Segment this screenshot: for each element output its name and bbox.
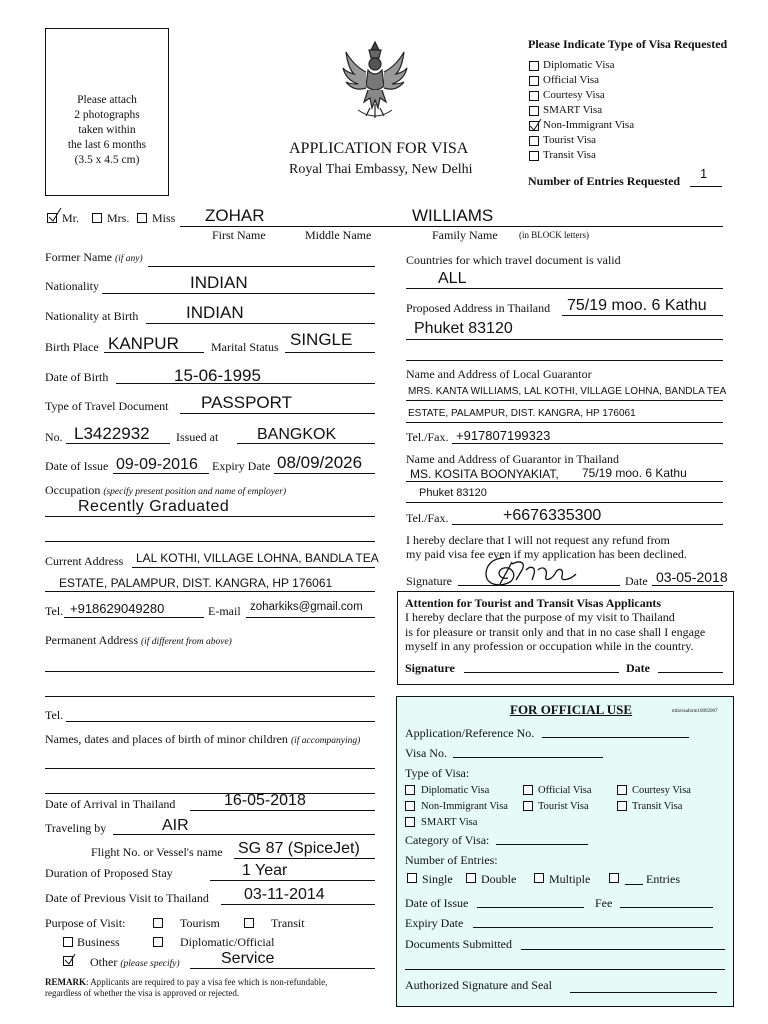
- occupation-label: Occupation (specify present position and name of employer): [45, 483, 287, 497]
- occupation-line-1: [45, 516, 375, 517]
- prev-visit-label: Date of Previous Visit to Thailand: [45, 891, 209, 905]
- official-transit-label: Transit Visa: [632, 801, 683, 812]
- marital-status-value[interactable]: SINGLE: [290, 330, 353, 349]
- purpose-tourism-checkbox[interactable]: [153, 918, 163, 928]
- address-thai-line-2: [406, 339, 723, 340]
- duration-label: Duration of Proposed Stay: [45, 866, 173, 880]
- middle-name-label: Middle Name: [305, 228, 372, 242]
- title-miss-checkbox[interactable]: [137, 213, 147, 223]
- official-docs-line-2[interactable]: [405, 969, 725, 970]
- entries-requested-line: [690, 186, 722, 187]
- title-mr-label: Mr.: [62, 211, 80, 225]
- birth-place-line: [104, 352, 204, 353]
- family-name-value[interactable]: WILLIAMS: [412, 206, 494, 225]
- official-smart-checkbox[interactable]: [405, 817, 415, 827]
- official-expiry-label: Expiry Date: [405, 916, 464, 930]
- official-auth-label: Authorized Signature and Seal: [405, 978, 552, 992]
- purpose-business-checkbox[interactable]: [63, 937, 73, 947]
- attention-heading: Attention for Tourist and Transit Visas Applicants: [405, 596, 662, 610]
- countries-value[interactable]: ALL: [438, 270, 467, 287]
- attention-box: [397, 591, 734, 685]
- doc-no-value[interactable]: L3422932: [74, 424, 150, 443]
- local-guarantor-line-2: [406, 422, 723, 423]
- issued-at-label: Issued at: [176, 430, 219, 444]
- issued-at-value[interactable]: BANGKOK: [257, 426, 337, 443]
- visa-no-label: Visa No.: [405, 746, 447, 760]
- official-double-label: Double: [481, 872, 517, 886]
- name-line: [180, 226, 723, 227]
- entries-requested-value[interactable]: 1: [700, 166, 708, 181]
- tel-value[interactable]: +918629049280: [70, 601, 165, 616]
- visa-type-label: SMART Visa: [543, 104, 603, 116]
- doc-type-value[interactable]: PASSPORT: [201, 393, 293, 412]
- local-guarantor-value-1[interactable]: MRS. KANTA WILLIAMS, LAL KOTHI, VILLAGE LOHNA, BANDLA TEA: [408, 386, 727, 397]
- address-thai-line-1: [562, 315, 723, 316]
- purpose-label: Purpose of Visit:: [45, 916, 126, 930]
- visa-type-label: Official Visa: [543, 74, 600, 86]
- nationality-line: [102, 293, 375, 294]
- remark-text: REMARK: Applicants are required to pay a visa fee which is non-refundable, regardless of whether the visa is approved or rejected.: [45, 977, 328, 998]
- doc-type-line: [180, 413, 375, 414]
- expiry-date-line: [274, 473, 375, 474]
- issue-date-line: [113, 473, 209, 474]
- visa-type-label: Transit Visa: [543, 149, 596, 161]
- former-name-label: Former Name (if any): [45, 250, 143, 264]
- email-value[interactable]: zoharkiks@gmail.com: [250, 601, 363, 613]
- block-letters-note: (in BLOCK letters): [519, 230, 589, 240]
- address-thai-value-1[interactable]: 75/19 moo. 6 Kathu: [567, 297, 707, 314]
- attention-signature-label: Signature: [405, 661, 455, 675]
- local-tel-label: Tel./Fax.: [406, 430, 449, 444]
- visa-type-checkbox[interactable]: [529, 76, 539, 86]
- official-tourist-label: Tourist Visa: [538, 801, 589, 812]
- purpose-other-value[interactable]: Service: [221, 950, 275, 967]
- doc-no-label: No.: [45, 430, 63, 444]
- official-double-checkbox[interactable]: [466, 873, 476, 883]
- thai-guarantor-label: Name and Address of Guarantor in Thailand: [406, 452, 620, 466]
- check-mark-icon: [529, 118, 543, 132]
- birth-place-value[interactable]: KANPUR: [108, 334, 179, 353]
- doc-type-label: Type of Travel Document: [45, 399, 169, 413]
- countries-label: Countries for which travel document is valid: [406, 253, 621, 267]
- official-official-label: Official Visa: [538, 785, 592, 796]
- first-name-label: First Name: [212, 228, 266, 242]
- attention-date-line[interactable]: [658, 672, 723, 673]
- official-form-code: mfavisaform10092007: [672, 709, 718, 714]
- former-name-line[interactable]: [148, 266, 375, 267]
- family-name-label: Family Name: [432, 228, 498, 242]
- official-nonimmigrant-label: Non-Immigrant Visa: [421, 801, 508, 812]
- expiry-date-label: Expiry Date: [212, 459, 271, 473]
- official-fee-line[interactable]: [620, 907, 713, 908]
- marital-status-line: [285, 352, 375, 353]
- official-custom-entries-line[interactable]: [625, 884, 643, 885]
- official-auth-line[interactable]: [570, 992, 717, 993]
- purpose-other-line: [190, 968, 375, 969]
- first-name-value[interactable]: ZOHAR: [205, 206, 265, 225]
- thai-guarantor-line-1: [406, 481, 723, 482]
- official-tourist-checkbox[interactable]: [523, 801, 533, 811]
- visa-type-label: Tourist Visa: [543, 134, 597, 146]
- photo-box[interactable]: [45, 28, 169, 196]
- photo-instructions: Please attach 2 photographs taken within the last 6 months (3.5 x 4.5 cm): [67, 94, 147, 166]
- sign-date-value[interactable]: 03-05-2018: [656, 569, 728, 585]
- email-label: E-mail: [208, 604, 241, 618]
- children-line-1[interactable]: [45, 768, 375, 769]
- traveling-line: [113, 834, 375, 835]
- sign-date-line: [652, 585, 723, 586]
- official-issue-label: Date of Issue: [405, 896, 469, 910]
- garuda-emblem-icon: [340, 38, 410, 120]
- thai-tel-label: Tel./Fax.: [406, 511, 449, 525]
- visa-type-checkbox[interactable]: [529, 136, 539, 146]
- thai-guarantor-line-2: [406, 502, 723, 503]
- purpose-diplomatic-label: Diplomatic/Official: [180, 935, 275, 949]
- official-nonimmigrant-checkbox[interactable]: [405, 801, 415, 811]
- official-entries-label: Number of Entries:: [405, 853, 498, 867]
- purpose-other-checkbox[interactable]: [63, 954, 77, 968]
- official-diplomatic-label: Diplomatic Visa: [421, 785, 490, 796]
- marital-status-label: Marital Status: [211, 340, 279, 354]
- official-docs-label: Documents Submitted: [405, 937, 512, 951]
- nationality-value[interactable]: INDIAN: [190, 273, 248, 292]
- duration-line: [210, 880, 375, 881]
- refund-declaration: I hereby declare that I will not request any refund from my paid visa fee even if my application has been declined.: [406, 533, 687, 561]
- signature-label: Signature: [406, 574, 452, 588]
- official-entries-suffix: Entries: [646, 872, 680, 886]
- thai-tel-line: [452, 524, 723, 525]
- official-courtesy-label: Courtesy Visa: [632, 785, 691, 796]
- permanent-address-line-1[interactable]: [45, 671, 375, 672]
- attention-signature-line[interactable]: [464, 672, 619, 673]
- official-heading: FOR OFFICIAL USE: [510, 702, 633, 717]
- ref-no-label: Application/Reference No.: [405, 726, 535, 740]
- occupation-value[interactable]: Recently Graduated: [78, 498, 230, 515]
- dob-line: [116, 383, 375, 384]
- occupation-line-2: [45, 541, 375, 542]
- visa-type-label: Diplomatic Visa: [543, 59, 615, 71]
- entries-requested-label: Number of Entries Requested: [528, 174, 681, 188]
- attention-date-label: Date: [626, 661, 650, 675]
- official-type-label: Type of Visa:: [405, 766, 470, 780]
- official-smart-label: SMART Visa: [421, 817, 478, 828]
- expiry-date-value[interactable]: 08/09/2026: [277, 453, 363, 472]
- title-mrs-checkbox[interactable]: [92, 213, 102, 223]
- permanent-address-label: Permanent Address (if different from above): [45, 633, 232, 647]
- visa-type-label: Courtesy Visa: [543, 89, 605, 101]
- address-thai-label: Proposed Address in Thailand: [406, 301, 551, 315]
- thai-guarantor-name[interactable]: MS. KOSITA BOONYAKIAT,: [410, 467, 559, 481]
- duration-value[interactable]: 1 Year: [242, 862, 288, 879]
- embassy-subtitle: Royal Thai Embassy, New Delhi: [289, 162, 473, 177]
- thai-guarantor-value-2[interactable]: Phuket 83120: [419, 487, 487, 499]
- form-title: APPLICATION FOR VISA: [289, 140, 469, 157]
- official-diplomatic-checkbox[interactable]: [405, 785, 415, 795]
- issue-date-label: Date of Issue: [45, 459, 109, 473]
- official-official-checkbox[interactable]: [523, 785, 533, 795]
- flight-line: [234, 858, 375, 859]
- issue-date-value[interactable]: 09-09-2016: [116, 456, 198, 473]
- tel-line: [64, 617, 204, 618]
- nationality-birth-line: [146, 323, 375, 324]
- prev-visit-line: [221, 904, 375, 905]
- official-fee-label: Fee: [595, 896, 613, 910]
- purpose-diplomatic-checkbox[interactable]: [153, 937, 163, 947]
- visa-type-label: Non-Immigrant Visa: [543, 119, 635, 131]
- handwritten-signature[interactable]: [482, 552, 580, 592]
- dob-value[interactable]: 15-06-1995: [174, 366, 261, 385]
- check-mark-icon: [47, 207, 63, 223]
- nationality-label: Nationality: [45, 279, 99, 293]
- current-address-line-1: [132, 567, 375, 568]
- tel2-line[interactable]: [66, 721, 375, 722]
- tel2-label: Tel.: [45, 708, 64, 722]
- official-category-label: Category of Visa:: [405, 833, 490, 847]
- visa-type-heading: Please Indicate Type of Visa Requested: [528, 37, 728, 51]
- address-thai-line-3[interactable]: [406, 360, 723, 361]
- current-address-line-2: [45, 591, 375, 592]
- arrival-value[interactable]: 16-05-2018: [224, 792, 306, 809]
- purpose-other-label: Other (please specify): [90, 955, 180, 969]
- prev-visit-value[interactable]: 03-11-2014: [244, 886, 325, 903]
- children-label: Names, dates and places of birth of minor children (if accompanying): [45, 732, 361, 746]
- email-line: [246, 617, 375, 618]
- flight-label: Flight No. or Vessel's name: [91, 845, 223, 859]
- attention-text: I hereby declare that the purpose of my visit to Thailand is for pleasure or transit only and that in no case shall I engage myself in any profession or occupation while in the country.: [405, 610, 706, 653]
- official-courtesy-checkbox[interactable]: [617, 785, 627, 795]
- current-address-line2[interactable]: ESTATE, PALAMPUR, DIST. KANGRA, HP 176061: [59, 576, 333, 590]
- local-guarantor-line-1: [406, 400, 723, 401]
- visa-type-checkbox[interactable]: [529, 61, 539, 71]
- official-transit-checkbox[interactable]: [617, 801, 627, 811]
- tel-label: Tel.: [45, 604, 64, 618]
- traveling-value[interactable]: AIR: [162, 817, 189, 834]
- purpose-transit-checkbox[interactable]: [244, 918, 254, 928]
- flight-value[interactable]: SG 87 (SpiceJet): [238, 840, 360, 857]
- official-single-label: Single: [422, 872, 453, 886]
- traveling-label: Traveling by: [45, 821, 107, 835]
- dob-label: Date of Birth: [45, 370, 109, 384]
- countries-line: [406, 288, 723, 289]
- local-guarantor-label: Name and Address of Local Guarantor: [406, 367, 592, 381]
- local-tel-line: [452, 443, 723, 444]
- current-address-line1[interactable]: LAL KOTHI, VILLAGE LOHNA, BANDLA TEA: [136, 551, 379, 565]
- sign-date-label: Date: [625, 574, 648, 588]
- visa-type-checkbox[interactable]: [529, 91, 539, 101]
- thai-guarantor-addr[interactable]: 75/19 moo. 6 Kathu: [582, 466, 687, 480]
- official-custom-entries-checkbox[interactable]: [609, 873, 619, 883]
- visa-no-line[interactable]: [453, 757, 603, 758]
- nationality-birth-value[interactable]: INDIAN: [186, 303, 244, 322]
- doc-no-line: [66, 443, 170, 444]
- issued-at-line: [237, 443, 375, 444]
- local-tel-value[interactable]: +917807199323: [456, 428, 551, 443]
- purpose-business-label: Business: [77, 935, 120, 949]
- official-issue-line[interactable]: [477, 907, 584, 908]
- birth-place-label: Birth Place: [45, 340, 99, 354]
- official-category-line[interactable]: [496, 844, 588, 845]
- visa-type-checkbox[interactable]: [529, 106, 539, 116]
- title-mr-checkbox[interactable]: [47, 211, 61, 225]
- official-single-checkbox[interactable]: [407, 873, 417, 883]
- children-line-2[interactable]: [45, 793, 375, 794]
- official-expiry-line[interactable]: [473, 927, 713, 928]
- check-mark-icon: [63, 952, 79, 968]
- official-docs-line-1[interactable]: [521, 949, 725, 950]
- arrival-label: Date of Arrival in Thailand: [45, 797, 176, 811]
- thai-tel-value[interactable]: +6676335300: [503, 507, 602, 524]
- title-miss-label: Miss: [152, 211, 176, 225]
- ref-no-line[interactable]: [542, 737, 689, 738]
- purpose-transit-label: Transit: [271, 916, 305, 930]
- official-multiple-label: Multiple: [549, 872, 591, 886]
- current-address-label: Current Address: [45, 554, 124, 568]
- nationality-birth-label: Nationality at Birth: [45, 309, 139, 323]
- arrival-line: [190, 810, 375, 811]
- address-thai-value-2[interactable]: Phuket 83120: [414, 320, 513, 337]
- purpose-tourism-label: Tourism: [180, 916, 220, 930]
- title-mrs-label: Mrs.: [107, 211, 130, 225]
- official-multiple-checkbox[interactable]: [534, 873, 544, 883]
- permanent-address-line-2[interactable]: [45, 696, 375, 697]
- local-guarantor-value-2[interactable]: ESTATE, PALAMPUR, DIST. KANGRA, HP 176061: [408, 408, 636, 419]
- visa-type-checkbox[interactable]: [529, 151, 539, 161]
- official-use-box: [396, 696, 734, 1007]
